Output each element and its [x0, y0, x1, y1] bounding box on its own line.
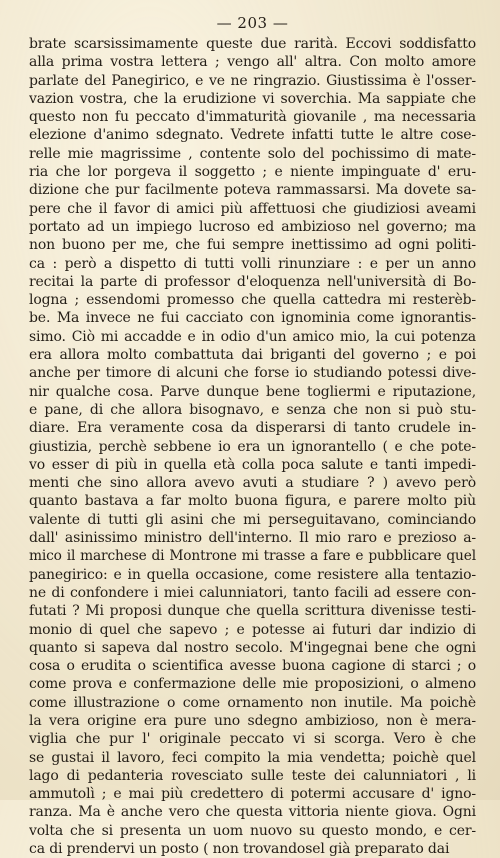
text-line: viglia che pur l' originale peccato vi si scorga. Vero è che: [29, 731, 476, 748]
text-line: quanto bastava a far molto buona figura, e parere molto più: [29, 493, 476, 510]
text-line: nir qualche cosa. Parve dunque bene togliermi e riputazione,: [29, 383, 476, 400]
text-line: se gustai il lavoro, feci compito la mia vendetta; poichè quel: [29, 749, 476, 766]
text-line: non buono per me, che fui sempre inettissimo ad ogni politi-: [29, 237, 476, 254]
text-line: come illustrazione o come ornamento non inutile. Ma poichè: [29, 694, 476, 711]
text-line: volta che si presenta un uom nuovo su questo mondo, e cer-: [29, 822, 476, 839]
text-line: panegirico: e in quella occasione, come resistere alla tentazio-: [29, 566, 476, 583]
text-line: vo esser di più in quella età colla poca salute e tanti impedi-: [29, 456, 476, 473]
text-line: recitai la parte di professor d'eloquenza nell'università di Bo-: [29, 273, 476, 290]
text-line: era allora molto combattuta dai briganti del governo ; e poi: [29, 347, 476, 364]
text-line: simo. Ciò mi accadde e in odio d'un amico mio, la cui potenza: [29, 328, 476, 345]
text-line: pere che il favor di amici più affettuosi che giudiziosi aveami: [29, 200, 476, 217]
text-line: come prova e confermazione delle mie proposizioni, o almeno: [29, 676, 476, 693]
text-line: e pane, di che allora bisognavo, e senza che non si può stu-: [29, 401, 476, 418]
text-line: logna ; essendomi promesso che quella cattedra mi resterèb-: [29, 292, 476, 309]
text-line: ria che lor porgeva il soggetto ; e niente impinguate d' eru-: [29, 164, 476, 181]
text-line: mico il marchese di Montrone mi trasse a fare e pubblicare quel: [29, 548, 476, 565]
text-line: futati ? Mi proposi dunque che quella scrittura divenisse testi-: [29, 603, 476, 620]
text-line: ca di prendervi un posto ( non trovandosel già preparato dai: [29, 841, 450, 858]
text-line: quanto si sapeva dal nostro secolo. M'ingegnai bene che ogni: [29, 639, 476, 656]
text-line: anche per timore di alcuni che forse io studiando potessi dive-: [29, 365, 476, 382]
text-line: alla prima vostra lettera ; vengo all' altra. Con molto amore: [29, 54, 476, 71]
text-line: giustizia, perchè sebbene io era un ignorantello ( e che pote-: [29, 438, 476, 455]
text-line: portato ad un impiego lucroso ed ambizioso nel governo; ma: [29, 218, 476, 235]
text-line: dizione che pur facilmente poteva rammassarsi. Ma dovete sa-: [29, 182, 476, 199]
body-text: [29, 35, 476, 858]
text-line: ca : però a dispetto di tutti volli rinunziare : e per un anno: [29, 255, 476, 272]
text-line: vazion vostra, che la erudizione vi soverchia. Ma sappiate che: [29, 90, 476, 107]
text-line: ammutolì ; e mai più credettero di potermi accusare d' igno-: [29, 786, 476, 803]
text-line: diare. Era veramente cosa da disperarsi di tanto crudele in-: [29, 420, 476, 437]
text-line: relle mie magrissime , contente solo del pochissimo di mate-: [29, 145, 476, 162]
text-line: valente di tutti gli asini che mi perseguitavano, cominciando: [29, 511, 476, 528]
text-line: menti che sino allora avevo avuti a studiare ? ) avevo però: [29, 475, 476, 492]
text-line: be. Ma invece ne fui cacciato con ignominia come ignorantis-: [29, 310, 476, 327]
text-line: ranza. Ma è anche vero che questa vittoria niente giova. Ogni: [29, 804, 476, 821]
text-line: monio di quel che sapevo ; e potesse ai futuri dar indizio di: [29, 621, 476, 638]
page-number: — 203 —: [216, 14, 289, 32]
text-line: ne di confondere i miei calunniatori, tanto facili ad essere con-: [29, 584, 476, 601]
text-line: la vera origine era pure uno sdegno ambizioso, non è mera-: [29, 712, 476, 729]
text-line: questo non fu peccato d'immaturità giovanile , ma necessaria: [29, 109, 476, 126]
text-line: dall' asinissimo ministro dell'interno. Il mio raro e prezioso a-: [29, 530, 476, 547]
text-line: brate scarsissimamente queste due rarità. Eccovi soddisfatto: [29, 36, 476, 52]
text-line: cosa o erudita o scientifica avesse buona cagione di starci ; o: [29, 658, 476, 675]
text-line: elezione d'animo sdegnato. Vedrete infatti tutte le altre cose-: [29, 127, 476, 144]
text-line: lago di pedanteria rovesciato sulle teste dei calunniatori , li: [29, 767, 476, 784]
text-line: parlate del Panegirico, e ve ne ringrazio. Giustissima è l'osser-: [29, 72, 476, 89]
